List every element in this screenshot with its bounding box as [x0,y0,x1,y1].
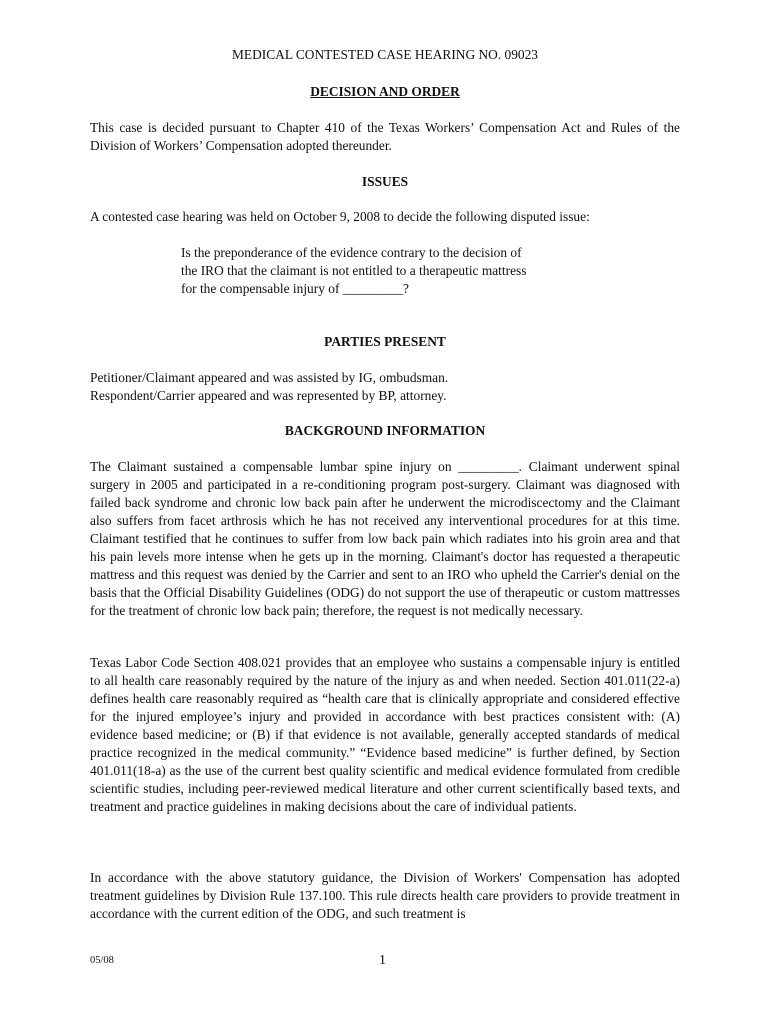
footer-date: 05/08 [90,955,114,966]
parties-list [90,369,690,405]
page-number: 1 [379,953,386,968]
background-paragraph-2: Texas Labor Code Section 408.021 provides that an employee who sustains a compensable injury is entitled to all health care reasonably required by the nature of the injury as and when needed. Section 401.011(22-a) defines health care reasonably required as “health care that is clinically appropriate and considered effective for the injured employee’s injury and provided in accordance with best practices consistent with: (A) evidence based medicine; or (B) if that evidence is not available, generally accepted standards of medical practice recognized in the medical community.” “Evidence based medicine” is further defined, by Section 401.011(18-a) as the use of the current best quality scientific and medical evidence formulated from credible scientific studies, including peer-reviewed medical literature and other current scientifically based texts, and treatment and practice guidelines in making decisions about the care of individual patients. [90,655,680,814]
issues-heading: ISSUES [361,174,409,189]
background-paragraph-1: The Claimant sustained a compensable lumbar spine injury on _________. Claimant underwent spinal surgery in 2005 and participated in a re-conditioning program post-surgery. Claimant was diagnosed with failed back syndrome and chronic low back pain after he underwent the microdiscectomy and the Claimant also suffers from facet arthrosis which he has not received any interventional procedures for at this time. Claimant testified that he continues to suffer from low back pain which radiates into his groin area and that his pain levels more intense when he gets up in the morning. Claimant's doctor has requested a therapeutic mattress and this request was denied by the Carrier and sent to an IRO who upheld the Carrier's denial on the basis that the Official Disability Guidelines (ODG) do not support the use of therapeutic or custom mattresses for the treatment of chronic low back pain; therefore, the request is not medically necessary. [90,459,680,618]
background-heading: BACKGROUND INFORMATION [284,423,486,438]
question-line: the IRO that the claimant is not entitled to a therapeutic mattress [181,263,527,278]
intro-paragraph: This case is decided pursuant to Chapter 410 of the Texas Workers’ Compensation Act and Rules of the Division of Workers’ Compensation adopted thereunder. [90,120,680,153]
question-line: Is the preponderance of the evidence contrary to the decision of [181,245,522,260]
party-line: Petitioner/Claimant appeared and was assisted by IG, ombudsman. [90,370,449,385]
party-line: Respondent/Carrier appeared and was represented by BP, attorney. [90,388,447,403]
issues-text: A contested case hearing was held on October 9, 2008 to decide the following disputed issue: [90,209,590,224]
disputed-issue-question [181,244,601,298]
case-title: MEDICAL CONTESTED CASE HEARING NO. 09023 [232,47,538,62]
question-line: for the compensable injury of _________? [181,281,409,296]
background-paragraph-3: In accordance with the above statutory guidance, the Division of Workers' Compensation has adopted treatment guidelines by Division Rule 137.100. This rule directs health care providers to provide treatment in accordance with the current edition of the ODG, and such treatment is [90,870,680,921]
decision-title: DECISION AND ORDER [310,84,460,99]
parties-heading: PARTIES PRESENT [324,334,446,349]
